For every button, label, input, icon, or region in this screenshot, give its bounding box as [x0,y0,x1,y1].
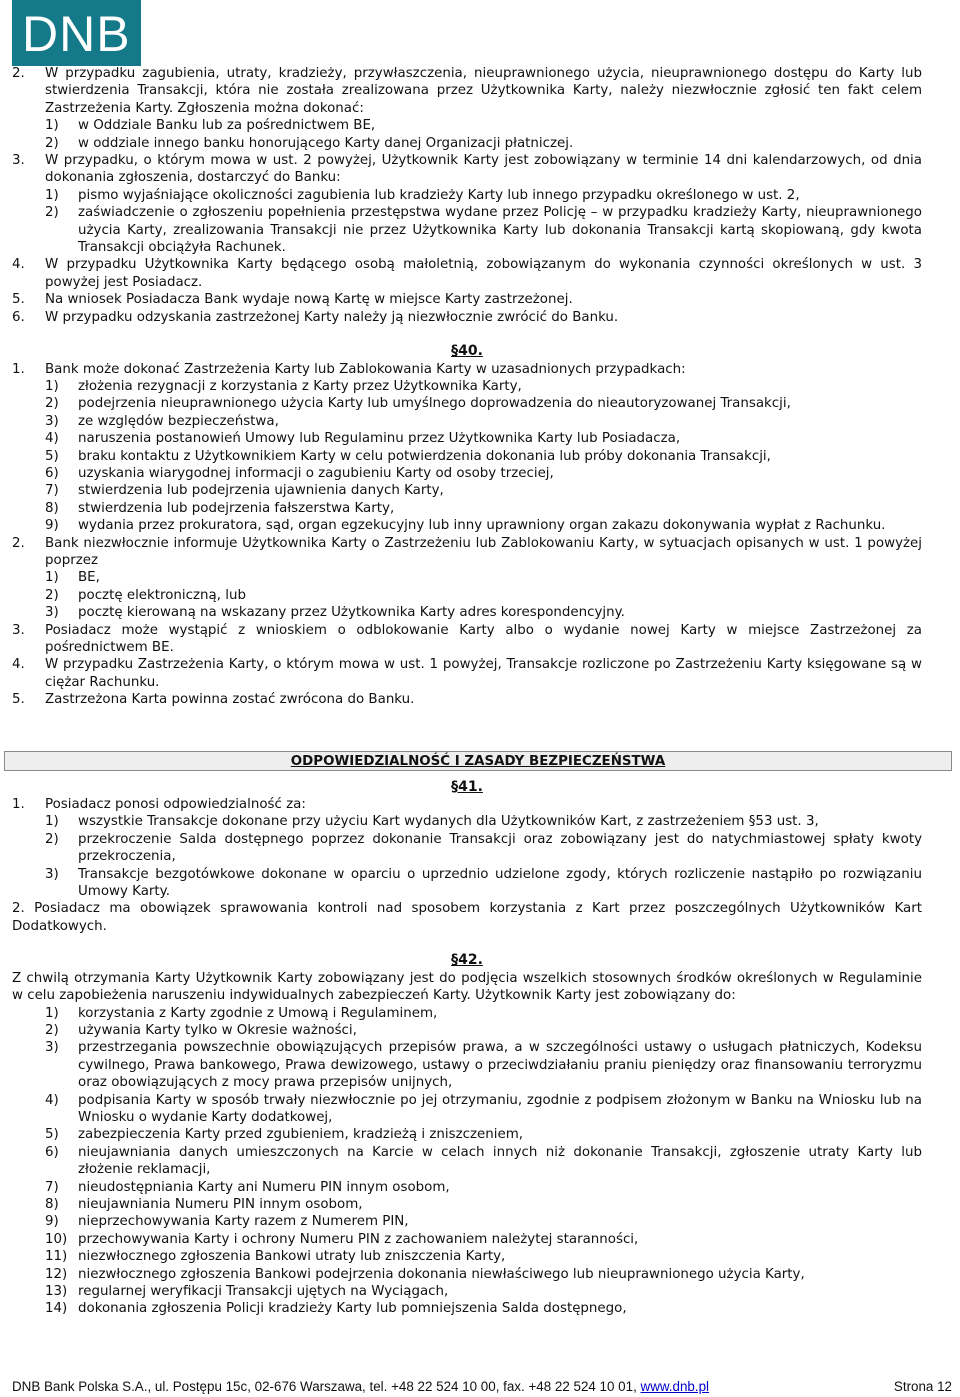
list-number: 1) [45,570,59,586]
item-text: przestrzegania powszechnie obowiązujących przepisów prawa, a w szczególności ustawy o usługach płatniczych, Kodeksu cywilnego, Prawa bankowego, Prawa dewizowego, ustawy o przeciwdziałaniu praniu pieniędzy oraz finansowaniu terroryzmu oraz obowiązujących z mocy prawa przepisów unijnych, [78,1040,922,1091]
list-item [12,569,922,586]
item-text: wszystkie Transakcje dokonane przy użyciu Kart wydanych dla Użytkowników Kart, z zastrzeżeniem §53 ust. 3, [78,814,819,830]
logo-text: DNB [22,6,131,62]
item-text: pocztę kierowaną na wskazany przez Użytkownika Karty adres korespondencyjny. [78,605,625,621]
list-number: 1) [45,378,59,394]
list-item [12,1248,922,1265]
list-number: 3. [12,153,25,169]
list-number: 13) [45,1284,68,1299]
list-number: 2. [12,535,25,551]
item-text: W przypadku Użytkownika Karty będącego osobą małoletnią, zobowiązanym do wykonania czynności określonych w ust. 3 powyżej jest Posiadacz. [45,257,922,290]
list-item [12,500,922,517]
list-number: 4. [12,257,25,273]
item-text: W przypadku zagubienia, utraty, kradzieży, przywłaszczenia, nieuprawnionego użycia, nieuprawnionego dostępu do Karty lub stwierdzenia Transakcji, która nie została zrealizowana przez Użytkownika Karty, należy niezwłocznie zgłosić ten fakt celem Zastrzeżenia Karty. Zgłoszenia można dokonać: [45,66,922,116]
s40-paragraph-5 [12,691,922,708]
list-number: 11) [45,1249,68,1265]
list-item [12,135,922,152]
item-text: nieudostępniania Karty ani Numeru PIN innym osobom, [78,1179,450,1195]
s41-paragraph-2: 2. Posiadacz ma obowiązek sprawowania kontroli nad sposobem korzystania z Kart przez poszczególnych Użytkowników Kart Dodatkowych. [12,901,922,934]
list-number: 7) [45,1179,59,1195]
item-text: nieujawniania danych umieszczonych na Karcie w celach innych niż dokonanie Transakcji, zgłoszenie utraty Karty lub złożenie reklamacji, [78,1144,922,1178]
list-item [12,395,922,412]
list-item [12,831,922,866]
footer-address: DNB Bank Polska S.A., ul. Postępu 15c, 02-676 Warszawa, tel. +48 22 524 10 00, fax. +48 22 524 10 01, [12,1379,637,1394]
item-text: stwierdzenia lub podejrzenia fałszerstwa Karty, [78,500,395,516]
s40-paragraph-3 [12,622,922,657]
item-text: niezwłocznego zgłoszenia Bankowi podejrzenia dokonania niewłaściwego lub nieuprawnionego użycia Karty, [78,1266,805,1282]
list-number: 1) [45,187,59,203]
list-item [12,1022,922,1039]
list-item [12,465,922,482]
item-text: ze względów bezpieczeństwa, [78,413,279,429]
list-number: 2) [45,205,59,221]
item-text: Bank może dokonać Zastrzeżenia Karty lub Zablokowania Karty w uzasadnionych przypadkach: [45,361,686,377]
list-item [12,482,922,499]
list-item [12,604,922,621]
s40-paragraph-2 [12,535,922,570]
list-item [12,413,922,430]
list-item [12,1213,922,1230]
list-number: 3) [45,1040,59,1056]
list-number: 2) [45,135,59,151]
list-item [12,1300,922,1317]
item-text: W przypadku Zastrzeżenia Karty, o którym mowa w ust. 1 powyżej, Transakcje rozliczone po Zastrzeżeniu Karty księgowane są w ciężar Rachunku. [45,657,922,690]
s40-paragraph-4 [12,656,922,691]
item-text: wydania przez prokuratora, sąd, organ egzekucyjny lub inny uprawniony organ zakazu dokonywania wypłat z Rachunku. [78,518,886,534]
item-text: Bank niezwłocznie informuje Użytkownika Karty o Zastrzeżeniu lub Zablokowaniu Karty, w sytuacjach opisanych w ust. 1 powyżej poprzez [45,535,922,568]
list-item [12,1005,922,1022]
list-number: 5. [12,292,25,308]
list-number: 1) [45,1005,59,1021]
paragraph-5 [12,291,922,308]
list-item [12,587,922,604]
list-number: 5) [45,1127,59,1143]
item-text: przechowywania Karty i ochrony Numeru PIN z zachowaniem należytej staranności, [78,1231,639,1247]
list-item [12,1196,922,1213]
list-number: 2) [45,831,59,847]
paragraph-2 [12,65,922,117]
item-text: pismo wyjaśniające okoliczności zagubienia lub kradzieży Karty lub innego przypadku określonego w ust. 2, [78,187,800,203]
item-text: niezwłocznego zgłoszenia Bankowi utraty lub zniszczenia Karty, [78,1249,506,1265]
item-text: W przypadku, o którym mowa w ust. 2 powyżej, Użytkownik Karty jest zobowiązany w terminie 14 dni kalendarzowych, od dnia dokonania zgłoszenia, dostarczyć do Banku: [45,153,922,186]
item-text: dokonania zgłoszenia Policji kradzieży Karty lub pomniejszenia Salda dostępnego, [78,1301,627,1317]
item-text: podejrzenia nieuprawnionego użycia Karty lub umyślnego doprowadzenia do nieautoryzowanej Transakcji, [78,396,791,412]
item-text: w oddziale innego banku honorującego Karty danej Organizacji płatniczej. [78,135,574,151]
list-item [12,1179,922,1196]
list-number: 3. [12,622,25,638]
s41-paragraph-1 [12,796,922,813]
item-text: podpisania Karty w sposób trwały niezwłocznie po jej otrzymaniu, zgodnie z podpisem złożonym w Banku na Wniosku lub na Wniosku o wydanie Karty dodatkowej, [78,1092,922,1125]
list-item [12,204,922,256]
list-item [12,1126,922,1143]
list-item [12,1283,922,1300]
list-item [12,813,922,830]
dnb-logo [12,0,141,66]
section-banner: ODPOWIEDZIALNOŚĆ I ZASADY BEZPIECZEŃSTWA [4,751,952,771]
list-number: 9) [45,1214,59,1230]
list-number: 5) [45,448,59,464]
list-number: 1. [12,797,25,813]
list-number: 6. [12,309,25,325]
list-item [12,1039,922,1091]
list-number: 2. [12,66,25,81]
list-item [12,448,922,465]
item-text: Na wniosek Posiadacza Bank wydaje nową Kartę w miejsce Karty zastrzeżonej. [45,292,573,308]
item-text: złożenia rezygnacji z korzystania z Karty przez Użytkownika Karty, [78,378,522,394]
list-number: 4) [45,1092,59,1108]
list-number: 12) [45,1266,68,1282]
document-body [12,65,922,1318]
s42-intro: Z chwilą otrzymania Karty Użytkownik Karty zobowiązany jest do podjęcia wszelkich stosownych środków określonych w Regulaminie w celu zapobieżenia naruszeniu indywidualnych zabezpieczeń Karty. Użytkownik Karty jest zobowiązany do: [12,970,922,1004]
section-title-41: §41. [451,778,483,795]
section-title-40: §40. [451,343,483,360]
item-text: przekroczenie Salda dostępnego poprzez dokonanie Transakcji oraz zobowiązany jest do natychmiastowej spłaty kwoty przekroczenia, [78,831,922,865]
list-number: 4. [12,657,25,673]
item-text: w Oddziale Banku lub za pośrednictwem BE, [78,118,376,134]
list-item [12,1092,922,1127]
list-item [12,866,922,901]
list-number: 6) [45,465,59,481]
item-text: używania Karty tylko w Okresie ważności, [78,1022,357,1038]
s40-paragraph-1 [12,361,922,378]
list-number: 7) [45,483,59,499]
list-number: 9) [45,518,59,534]
item-text: BE, [78,570,100,586]
item-text: braku kontaktu z Użytkownikiem Karty w celu potwierdzenia dokonania lub próby dokonania Transakcji, [78,448,771,464]
list-item [12,517,922,534]
page-number: Strona 12 [893,1379,952,1394]
list-number: 2) [45,587,59,603]
item-text: pocztę elektroniczną, lub [78,587,246,603]
list-number: 1. [12,361,25,377]
item-text: Zastrzeżona Karta powinna zostać zwrócona do Banku. [45,692,415,708]
list-number: 3) [45,866,59,882]
list-number: 10) [45,1231,68,1247]
paragraph-6 [12,309,922,326]
list-number: 8) [45,500,59,516]
item-text: regularnej weryfikacji Transakcji ujętych na Wyciągach, [78,1284,449,1299]
list-number: 3) [45,413,59,429]
list-number: 2) [45,1022,59,1038]
list-item [12,378,922,395]
item-text: W przypadku odzyskania zastrzeżonej Karty należy ją niezwłocznie zwrócić do Banku. [45,309,619,325]
list-number: 1) [45,814,59,830]
list-number: 3) [45,605,59,621]
item-text: Posiadacz może wystąpić z wnioskiem o odblokowanie Karty albo o wydanie nowej Karty w miejsce Zastrzeżonej za pośrednictwem BE. [45,622,922,655]
item-text: nieujawniania Numeru PIN innym osobom, [78,1196,363,1212]
list-number: 5. [12,692,25,708]
list-item [12,187,922,204]
item-text: Posiadacz ponosi odpowiedzialność za: [45,797,306,813]
item-text: Transakcje bezgotówkowe dokonane w oparciu o uprzednio udzielone zgody, których rozliczenie nastąpiło po rozwiązaniu Umowy Karty. [78,866,922,900]
item-text: naruszenia postanowień Umowy lub Regulaminu przez Użytkownika Karty lub Posiadacza, [78,431,681,447]
footer-website-link[interactable]: www.dnb.pl [640,1379,710,1394]
list-number: 2) [45,396,59,412]
list-number: 8) [45,1196,59,1212]
list-item [12,1231,922,1248]
paragraph-3 [12,152,922,187]
item-text: korzystania z Karty zgodnie z Umową i Regulaminem, [78,1005,438,1021]
item-text: uzyskania wiarygodnej informacji o zagubieniu Karty od osoby trzeciej, [78,465,554,481]
item-text: zaświadczenie o zgłoszeniu popełnienia przestępstwa wydane przez Policję – w przypadku kradzieży Karty, nieuprawnionego użycia Karty, zrealizowania Transakcji nie przez Użytkownika Karty lub dokonania Transakcji kartą skopiowaną, gdy kwota Transakcji obciążyła Rachunek. [78,205,922,256]
list-number: 1) [45,118,59,134]
list-number: 6) [45,1144,59,1160]
item-text: stwierdzenia lub podejrzenia ujawnienia danych Karty, [78,483,444,499]
list-item [12,1266,922,1283]
item-text: nieprzechowywania Karty razem z Numerem PIN, [78,1214,409,1230]
item-text: zabezpieczenia Karty przed zgubieniem, kradzieżą i zniszczeniem, [78,1127,523,1143]
section-title-42: §42. [451,952,483,969]
list-number: 14) [45,1301,68,1317]
list-item [12,117,922,134]
list-number: 4) [45,431,59,447]
list-item [12,430,922,447]
paragraph-4 [12,256,922,291]
list-item [12,1144,922,1179]
